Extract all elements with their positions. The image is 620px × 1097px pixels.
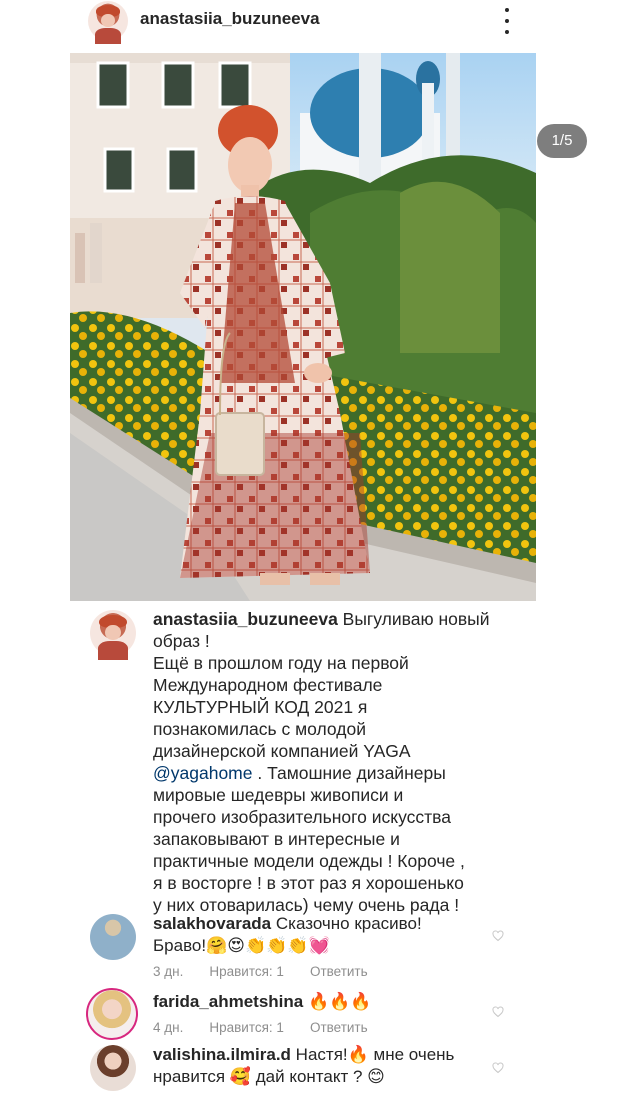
comment-text: Настя!🔥 мне очень нравится 🥰 дай контакт ? 😊 xyxy=(153,1045,455,1086)
caption-username[interactable]: anastasiia_buzuneeva xyxy=(153,609,338,629)
reply-button[interactable]: Ответить xyxy=(309,1020,368,1035)
comment-likes[interactable]: Нравится: 1 xyxy=(209,1020,284,1035)
comment-text: Сказочно красиво! Браво!🤗😍👏👏👏💓 xyxy=(153,914,422,955)
comment-avatar-farida-ahmetshina[interactable] xyxy=(86,988,138,1040)
reply-button[interactable]: Ответить xyxy=(309,964,368,979)
comment-username[interactable]: valishina.ilmira.d xyxy=(153,1045,291,1064)
post-caption xyxy=(153,608,523,916)
comment-username[interactable]: farida_ahmetshina xyxy=(153,992,304,1011)
caption-avatar[interactable] xyxy=(90,610,136,656)
mention-link[interactable]: @yagahome xyxy=(153,763,253,783)
comment-likes[interactable]: Нравится: 1 xyxy=(209,964,284,979)
caption-text: Выгуливаю новый образ ! Ещё в прошлом году на первой Международном фестивале КУЛЬТУРНЫЙ КОД 2021 я познакомилась с молодой дизайнерской компанией YAGA xyxy=(153,609,490,761)
comment-time: 3 дн. xyxy=(153,964,184,979)
post-username[interactable]: anastasiia_buzuneeva xyxy=(140,9,320,28)
comment-avatar-salakhovarada[interactable] xyxy=(90,914,136,960)
post-photo[interactable] xyxy=(70,53,573,601)
heart-icon[interactable] xyxy=(492,930,504,942)
comment-username[interactable]: salakhovarada xyxy=(153,914,272,933)
comment-avatar-valishina-ilmira-d[interactable] xyxy=(90,1045,136,1091)
more-vertical-icon[interactable] xyxy=(495,8,519,34)
comment-text: 🔥🔥🔥 xyxy=(303,992,372,1011)
comment-time: 4 дн. xyxy=(153,1020,184,1035)
caption-text-continued: . Тамошние дизайнеры мировые шедевры живописи и прочего изобразительного искусства запаковывают в интересные и практичные модели одежды ! Короче , я в восторге ! в этот раз я хорошенько у них отоварилась) чему очень рада ! xyxy=(153,763,465,915)
heart-icon[interactable] xyxy=(492,1062,504,1074)
photo-counter: 1/5 xyxy=(537,124,587,158)
heart-icon[interactable] xyxy=(492,1006,504,1018)
avatar[interactable] xyxy=(88,1,128,41)
post-header xyxy=(0,0,620,44)
